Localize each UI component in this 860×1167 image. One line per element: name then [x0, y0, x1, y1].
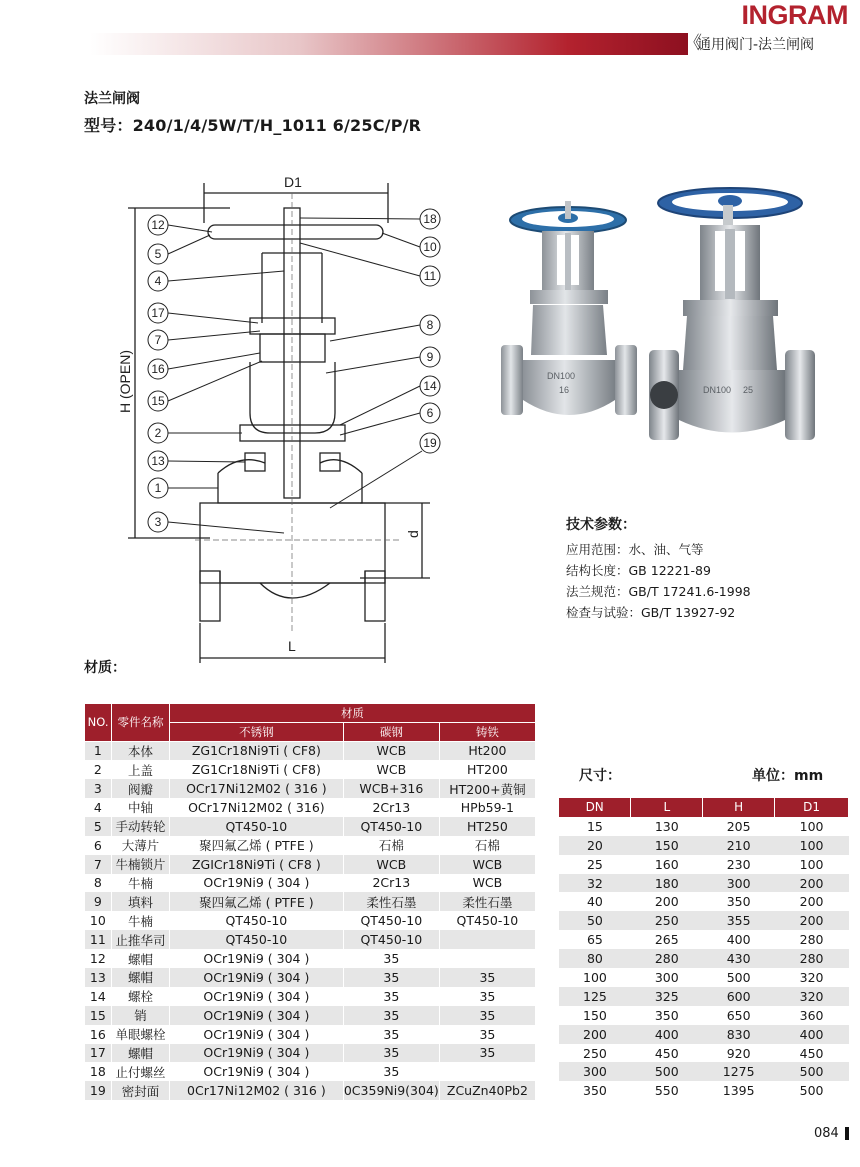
- table-cell: OCr17Ni12M02 ( 316 ): [169, 779, 343, 798]
- table-cell: 500: [775, 1081, 849, 1100]
- table-cell: QT450-10: [343, 911, 439, 930]
- table-cell: 19: [85, 1081, 112, 1100]
- table-row: [85, 779, 536, 798]
- table-row: [85, 930, 536, 949]
- table-row: [559, 968, 849, 987]
- table-row: [85, 1081, 536, 1100]
- table-cell: 350: [631, 1006, 703, 1025]
- table-cell: 100: [775, 855, 849, 874]
- d1-dimension-label: D1: [284, 174, 302, 190]
- table-row: [85, 1006, 536, 1025]
- col-header-no: NO.: [85, 704, 112, 742]
- tech-params-list: [566, 539, 751, 623]
- table-cell: 35: [343, 968, 439, 987]
- table-cell: 单眼螺栓: [112, 1025, 170, 1044]
- table-cell: 螺栓: [112, 987, 170, 1006]
- table-cell: 13: [85, 968, 112, 987]
- callout-19: [330, 433, 440, 508]
- table-cell: 15: [85, 1006, 112, 1025]
- callout-8: [330, 315, 440, 341]
- valve1-marking-bottom: 16: [559, 385, 570, 395]
- table-cell: 15: [559, 817, 631, 836]
- svg-text:13: 13: [151, 454, 165, 468]
- valve2-marking-top: DN100: [703, 385, 732, 395]
- table-cell: ZCuZn40Pb2: [439, 1081, 535, 1100]
- table-row: [559, 949, 849, 968]
- table-cell: 320: [775, 968, 849, 987]
- size-label: 尺寸：: [579, 768, 621, 784]
- tech-params-title: 技术参数：: [566, 517, 636, 533]
- table-cell: WCB: [343, 855, 439, 874]
- table-row: [559, 892, 849, 911]
- table-cell: 350: [703, 892, 775, 911]
- page-marker: [845, 1127, 849, 1140]
- table-cell: 1275: [703, 1062, 775, 1081]
- table-cell: 4: [85, 798, 112, 817]
- table-cell: 450: [775, 1044, 849, 1063]
- table-row: [85, 949, 536, 968]
- svg-text:8: 8: [426, 318, 434, 332]
- callout-6: [340, 403, 440, 435]
- table-cell: 8: [85, 874, 112, 893]
- table-cell: 150: [559, 1006, 631, 1025]
- table-cell: 1395: [703, 1081, 775, 1100]
- table-cell: QT450-10: [343, 930, 439, 949]
- svg-text:16: 16: [151, 362, 165, 376]
- callout-17: [148, 303, 258, 323]
- table-cell: 14: [85, 987, 112, 1006]
- table-cell: 200: [775, 892, 849, 911]
- table-cell: WCB: [439, 855, 535, 874]
- table-cell: 400: [703, 930, 775, 949]
- brand-logo: INGRAM: [741, 0, 848, 30]
- col-header-h: H: [703, 798, 775, 817]
- col-header-part: 零件名称: [112, 704, 170, 742]
- table-cell: 200: [631, 892, 703, 911]
- table-cell: 500: [775, 1062, 849, 1081]
- table-row: [559, 836, 849, 855]
- callout-3: [148, 512, 284, 533]
- col-header-dn: DN: [559, 798, 631, 817]
- table-row: [85, 741, 536, 760]
- tech-param-item: 法兰规范：GB/T 17241.6-1998: [566, 584, 751, 599]
- callout-11: [300, 243, 440, 286]
- table-cell: 300: [703, 874, 775, 893]
- table-cell: 360: [775, 1006, 849, 1025]
- table-cell: 200: [775, 874, 849, 893]
- table-cell: 上盖: [112, 760, 170, 779]
- table-cell: 手动转轮: [112, 817, 170, 836]
- table-cell: 0C359Ni9(304): [343, 1083, 439, 1099]
- table-cell: 180: [631, 874, 703, 893]
- table-cell: 6: [85, 836, 112, 855]
- col-header-material: 材质: [169, 704, 535, 723]
- size-table: [559, 798, 849, 1100]
- table-cell: QT450-10: [169, 817, 343, 836]
- table-cell: 阀瓣: [112, 779, 170, 798]
- table-cell: 螺帽: [112, 968, 170, 987]
- valve-photo-large: [645, 185, 830, 450]
- table-cell: 填料: [112, 892, 170, 911]
- table-cell: ZG1Cr18Ni9Ti ( CF8): [169, 760, 343, 779]
- svg-text:2: 2: [154, 426, 162, 440]
- callout-1: [148, 478, 218, 498]
- tech-param-item: 结构长度：GB 12221-89: [566, 563, 711, 578]
- table-cell: 500: [703, 968, 775, 987]
- table-cell: 柔性石墨: [343, 892, 439, 911]
- table-cell: 230: [703, 855, 775, 874]
- table-cell: 40: [559, 892, 631, 911]
- valve-photo-small: [495, 195, 645, 445]
- table-row: [559, 1081, 849, 1100]
- table-cell: 止推华司: [112, 930, 170, 949]
- table-cell: 35: [343, 1044, 439, 1063]
- svg-text:18: 18: [423, 212, 437, 226]
- table-cell: 80: [559, 949, 631, 968]
- svg-text:3: 3: [154, 515, 162, 529]
- table-cell: WCB+316: [343, 779, 439, 798]
- h-dimension-label: H (OPEN): [117, 350, 133, 413]
- table-cell: HPb59-1: [439, 798, 535, 817]
- col-header-cast-iron: 铸铁: [439, 722, 535, 741]
- d-dimension-label: d: [405, 530, 421, 538]
- table-row: [85, 855, 536, 874]
- table-cell: OCr19Ni9 ( 304 ): [169, 949, 343, 968]
- table-cell: 325: [631, 987, 703, 1006]
- table-cell: 密封面: [112, 1081, 170, 1100]
- table-cell: 250: [631, 911, 703, 930]
- table-cell: 3: [85, 779, 112, 798]
- table-row: [559, 817, 849, 836]
- table-cell: 550: [631, 1081, 703, 1100]
- model-number: 型号：240/1/4/5W/T/H_1011 6/25C/P/R: [84, 116, 422, 135]
- table-cell: 100: [775, 817, 849, 836]
- table-cell: 销: [112, 1006, 170, 1025]
- table-cell: 10: [85, 911, 112, 930]
- table-row: [559, 987, 849, 1006]
- callout-12: [148, 215, 212, 235]
- table-cell: 螺帽: [112, 949, 170, 968]
- table-cell: 160: [631, 855, 703, 874]
- callout-13: [148, 451, 245, 471]
- table-cell: 11: [85, 930, 112, 949]
- materials-label: 材质：: [84, 660, 126, 676]
- table-row: [559, 1044, 849, 1063]
- table-cell: 400: [775, 1025, 849, 1044]
- table-row: [85, 987, 536, 1006]
- table-cell: 35: [343, 949, 439, 968]
- table-cell: QT450-10: [343, 817, 439, 836]
- svg-text:14: 14: [423, 379, 437, 393]
- materials-table: [84, 703, 536, 1100]
- table-cell: 125: [559, 987, 631, 1006]
- table-row: [85, 968, 536, 987]
- table-cell: 200: [775, 911, 849, 930]
- table-cell: 牛楠锁片: [112, 855, 170, 874]
- table-cell: OCr19Ni9 ( 304 ): [169, 987, 343, 1006]
- table-cell: 280: [631, 949, 703, 968]
- table-cell: 450: [631, 1044, 703, 1063]
- table-cell: 35: [343, 987, 439, 1006]
- table-cell: 35: [343, 1062, 439, 1081]
- table-cell: 350: [559, 1081, 631, 1100]
- table-cell: 聚四氟乙烯 ( PTFE ): [169, 836, 343, 855]
- table-cell: 18: [85, 1062, 112, 1081]
- table-cell: 石棉: [439, 836, 535, 855]
- table-row: [85, 1044, 536, 1063]
- table-cell: 650: [703, 1006, 775, 1025]
- table-cell: 本体: [112, 741, 170, 760]
- table-cell: 0Cr17Ni12M02 ( 316 ): [169, 1081, 343, 1100]
- table-row: [559, 874, 849, 893]
- callout-10: [382, 233, 440, 257]
- table-row: [559, 1025, 849, 1044]
- table-cell: 螺帽: [112, 1044, 170, 1063]
- table-cell: 35: [343, 1006, 439, 1025]
- table-row: [559, 1006, 849, 1025]
- callout-18: [300, 209, 440, 229]
- table-cell: WCB: [343, 760, 439, 779]
- table-cell: QT450-10: [439, 911, 535, 930]
- svg-text:12: 12: [151, 218, 165, 232]
- table-cell: QT450-10: [169, 911, 343, 930]
- table-cell: ZG1Cr18Ni9Ti ( CF8): [169, 741, 343, 760]
- table-row: [85, 1025, 536, 1044]
- table-cell: OCr19Ni9 ( 304 ): [169, 1044, 343, 1063]
- table-cell: 32: [559, 874, 631, 893]
- table-cell: 17: [85, 1044, 112, 1063]
- svg-text:5: 5: [154, 247, 162, 261]
- callout-4: [148, 271, 284, 291]
- table-cell: 2Cr13: [343, 874, 439, 893]
- table-cell: 65: [559, 930, 631, 949]
- header-banner: [90, 33, 688, 55]
- table-cell: WCB: [439, 874, 535, 893]
- table-cell: 920: [703, 1044, 775, 1063]
- table-cell: 210: [703, 836, 775, 855]
- table-cell: 石棉: [343, 836, 439, 855]
- product-name: 法兰闸阀: [84, 91, 140, 107]
- table-row: [85, 798, 536, 817]
- table-cell: OCr19Ni9 ( 304 ): [169, 1062, 343, 1081]
- table-cell: [439, 930, 535, 949]
- table-cell: 2Cr13: [343, 798, 439, 817]
- table-cell: 205: [703, 817, 775, 836]
- table-cell: Ht200: [439, 741, 535, 760]
- table-cell: 150: [631, 836, 703, 855]
- table-cell: HT200: [439, 760, 535, 779]
- table-cell: 7: [85, 855, 112, 874]
- table-cell: 830: [703, 1025, 775, 1044]
- table-cell: 9: [85, 892, 112, 911]
- svg-text:15: 15: [151, 394, 165, 408]
- callout-16: [148, 353, 260, 379]
- valve-technical-drawing: [100, 163, 460, 663]
- table-cell: 35: [343, 1025, 439, 1044]
- chevron-icon: 《: [684, 33, 702, 54]
- table-cell: 牛楠: [112, 874, 170, 893]
- unit-label: 单位：mm: [752, 768, 824, 784]
- table-cell: WCB: [343, 741, 439, 760]
- table-row: [85, 760, 536, 779]
- table-cell: 16: [85, 1025, 112, 1044]
- valve2-marking-bottom: 25: [743, 385, 754, 395]
- table-cell: OCr19Ni9 ( 304 ): [169, 968, 343, 987]
- table-cell: HT200+黄铜: [439, 779, 535, 798]
- table-cell: [439, 949, 535, 968]
- table-row: [559, 1062, 849, 1081]
- callout-5: [148, 235, 210, 264]
- table-cell: ZGICr18Ni9Ti ( CF8 ): [169, 855, 343, 874]
- callout-7: [148, 330, 260, 350]
- col-header-d1: D1: [775, 798, 849, 817]
- tech-param-item: 应用范围：水、油、气等: [566, 542, 704, 557]
- table-row: [85, 817, 536, 836]
- table-cell: 130: [631, 817, 703, 836]
- svg-text:19: 19: [423, 436, 437, 450]
- col-header-stainless: 不锈钢: [169, 722, 343, 741]
- table-cell: 中轴: [112, 798, 170, 817]
- table-cell: 300: [631, 968, 703, 987]
- table-cell: 20: [559, 836, 631, 855]
- svg-text:7: 7: [154, 333, 162, 347]
- svg-text:4: 4: [154, 274, 162, 288]
- table-cell: HT250: [439, 817, 535, 836]
- tech-param-item: 检查与试验：GB/T 13927-92: [566, 605, 736, 620]
- table-cell: 400: [631, 1025, 703, 1044]
- table-row: [559, 855, 849, 874]
- table-cell: 35: [439, 1006, 535, 1025]
- table-cell: 35: [439, 1044, 535, 1063]
- table-cell: 5: [85, 817, 112, 836]
- table-row: [559, 911, 849, 930]
- table-cell: 265: [631, 930, 703, 949]
- category-title: 通用阀门-法兰闸阀: [697, 37, 815, 53]
- table-cell: 600: [703, 987, 775, 1006]
- svg-text:17: 17: [151, 306, 165, 320]
- table-cell: 止付螺丝: [112, 1062, 170, 1081]
- table-row: [85, 1062, 536, 1081]
- table-row: [85, 874, 536, 893]
- valve1-marking-top: DN100: [547, 371, 576, 381]
- table-cell: 430: [703, 949, 775, 968]
- table-cell: QT450-10: [169, 930, 343, 949]
- table-cell: 12: [85, 949, 112, 968]
- table-cell: 2: [85, 760, 112, 779]
- table-row: [559, 930, 849, 949]
- table-cell: 300: [559, 1062, 631, 1081]
- callout-9: [326, 347, 440, 373]
- table-cell: 柔性石墨: [439, 892, 535, 911]
- table-cell: 牛楠: [112, 911, 170, 930]
- table-cell: OCr19Ni9 ( 304 ): [169, 874, 343, 893]
- table-cell: 大薄片: [112, 836, 170, 855]
- table-cell: 250: [559, 1044, 631, 1063]
- table-row: [85, 836, 536, 855]
- table-cell: 聚四氟乙烯 ( PTFE ): [169, 892, 343, 911]
- table-cell: 35: [439, 987, 535, 1006]
- svg-text:9: 9: [426, 350, 434, 364]
- table-cell: OCr17Ni12M02 ( 316): [169, 798, 343, 817]
- table-cell: OCr19Ni9 ( 304 ): [169, 1025, 343, 1044]
- table-cell: 35: [439, 1025, 535, 1044]
- table-cell: 100: [775, 836, 849, 855]
- col-header-l: L: [631, 798, 703, 817]
- table-cell: 100: [559, 968, 631, 987]
- table-cell: [439, 1062, 535, 1081]
- l-dimension-label: L: [288, 638, 296, 654]
- svg-text:11: 11: [423, 269, 437, 283]
- table-cell: 280: [775, 930, 849, 949]
- table-cell: 320: [775, 987, 849, 1006]
- svg-text:6: 6: [426, 406, 434, 420]
- table-cell: 355: [703, 911, 775, 930]
- table-cell: 25: [559, 855, 631, 874]
- table-cell: 500: [631, 1062, 703, 1081]
- callout-2: [148, 423, 242, 443]
- table-cell: 200: [559, 1025, 631, 1044]
- svg-text:10: 10: [423, 240, 437, 254]
- table-cell: 1: [85, 741, 112, 760]
- table-cell: 50: [559, 911, 631, 930]
- col-header-carbon: 碳钢: [343, 722, 439, 741]
- table-cell: 35: [439, 968, 535, 987]
- table-cell: OCr19Ni9 ( 304 ): [169, 1006, 343, 1025]
- svg-text:1: 1: [154, 481, 162, 495]
- table-row: [85, 911, 536, 930]
- table-row: [85, 892, 536, 911]
- page-number: 084: [814, 1126, 839, 1141]
- table-cell: 280: [775, 949, 849, 968]
